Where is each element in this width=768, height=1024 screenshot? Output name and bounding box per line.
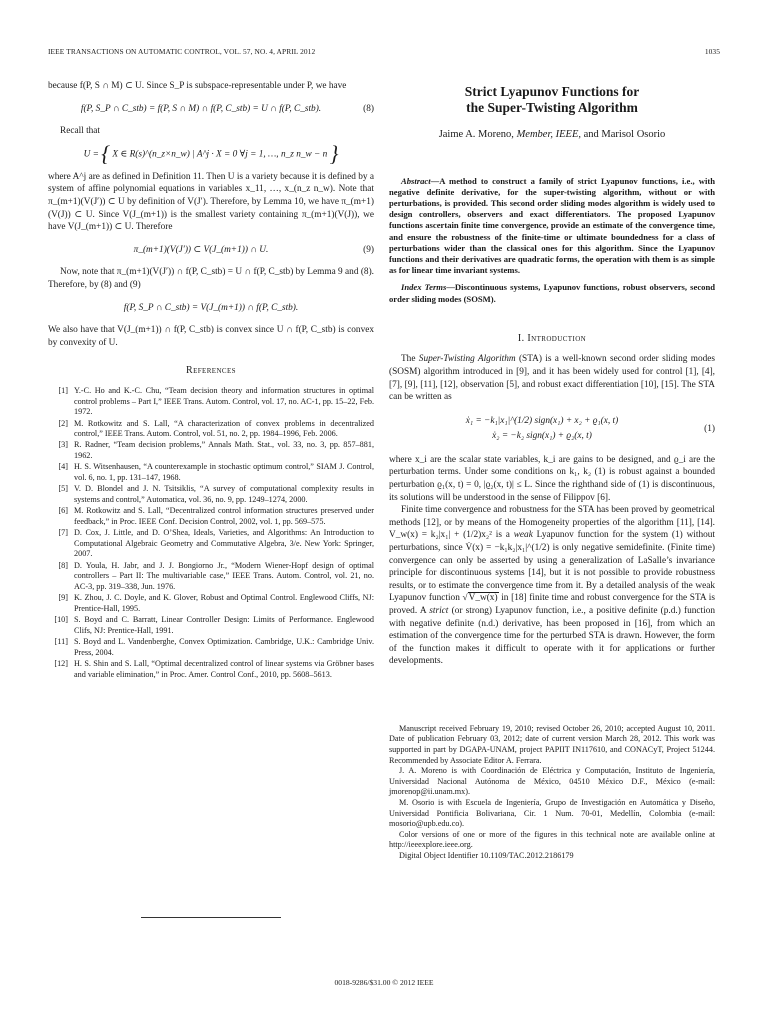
reference-item <box>48 419 374 440</box>
reference-text: Y.-C. Ho and K.-C. Chu, “Team decision theory and information structures in optimal control problems – Part I,” IEEE Trans. Autom. Control, vol. 17, no. AC-1, pp. 15–22, Feb. 1972. <box>74 385 374 417</box>
reference-item <box>48 462 374 483</box>
right-column <box>389 80 715 862</box>
references-title: References <box>186 365 236 377</box>
reference-number: [5] <box>58 484 68 494</box>
index-terms-label: Index Terms— <box>401 282 455 293</box>
equation-line: ẋ₂ = −k₂ sign(x₁) + ϱ₂(x, t) <box>492 430 592 441</box>
equation-8 <box>48 103 374 116</box>
reference-item <box>48 506 374 527</box>
reference-text: H. S. Shin and S. Lall, “Optimal decentralized control of linear systems via Gröbner bases and variable elimination,” in Proc. Amer. Control Conf., 2010, pp. 5608–5613. <box>74 659 374 679</box>
abstract-text: A method to construct a family of strict Lyapunov functions, i.e., with negative definite derivative, for the super-twisting algorithm, without or with perturbations, is provided. This second order sliding modes algorithm is widely used to design controllers, observers and exact differentiators. The proposed Lyapunov functions ascertain finite time convergence, provide an estimate of the convergence time, and ensure the robustness of the finite-time or ultimate boundedness for a class of perturbations wider than the classical ones for this algorithm. Since the Lyapunov functions and their derivatives are quadratic forms, the operation with them is as simple as for linear time invariant systems. <box>389 175 715 276</box>
reference-item <box>48 528 374 560</box>
equation-1 <box>389 414 715 444</box>
reference-number: [6] <box>58 506 68 516</box>
body-paragraph: because f(P, S ∩ M) ⊂ U. Since S_P is subspace-representable under P, we have <box>48 81 347 91</box>
reference-number: [4] <box>58 462 68 472</box>
reference-item <box>48 615 374 636</box>
sqrt-expression: V_w(x) <box>468 593 498 604</box>
reference-item <box>48 386 374 418</box>
equation-u: U = { X ∈ R(s)^(n_z×n_w) | A^j · X = 0 ∀j = 1, …, n_z n_w − n } <box>83 140 339 166</box>
reference-text: K. Zhou, J. C. Doyle, and K. Glover, Robust and Optimal Control. Englewood Cliffs, NJ: Prentice-Hall, 1995. <box>74 593 374 613</box>
reference-text: S. Boyd and L. Vandenberghe, Convex Optimization. Cambridge, U.K.: Cambridge Univ. Press, 2004. <box>74 637 374 657</box>
equation-unnumbered <box>48 302 374 315</box>
page-number: 1035 <box>704 47 720 56</box>
footnote: Manuscript received February 19, 2010; revised October 26, 2010; accepted August 10, 2011. Date of publication February 03, 2012; date of current version March 28, 2012. This work was supported in part by DGAPA-UNAM, project PAPIIT IN117610, and CONACyT, Project 51244. Recommended by Associate Editor A. Ferrara. <box>389 723 715 765</box>
abstract-label: Abstract— <box>401 175 440 186</box>
reference-number: [12] <box>54 659 68 669</box>
body-paragraph: where x_i are the scalar state variables, k_i are gains to be designed, and ϱ_i are the perturbation terms. Under some conditions on k₁, k₂ (1) is robust against a bounded perturbation ϱ₁(x, t) = 0, |ϱ₂(x, t)| ≤ L. Since the righthand side of (1) is discontinuous, its solutions will be understood in the sense of Filippov [6]. <box>389 454 715 503</box>
author-line: Jaime A. Moreno, Member, IEEE, and Marisol Osorio <box>438 129 666 140</box>
reference-number: [9] <box>58 593 68 603</box>
reference-list <box>48 386 374 680</box>
reference-number: [3] <box>58 440 68 450</box>
reference-item <box>48 593 374 614</box>
reference-text: M. Rotkowitz and S. Lall, “A characterization of convex problems in decentralized control,” IEEE Trans. Autom. Control, vol. 51, no. 2, pp. 1984–1996, Feb. 2006. <box>74 418 374 439</box>
body-paragraph: where A^j are as defined in Definition 11. Then U is a variety because it is defined by a system of affine polynomial equations in variables x_11, …, x_(n_z n_w). Note that π_(m+1)(V(J′)) ⊂ U by definition of V(J′). Therefore, by Lemma 10, we have π_(m+1)(V(J)) ⊂ U. Since V(J_(m+1)) is the smallest variety containing π_(m+1)(V(J)), we have V(J_(m+1)) ⊂ U. Therefore <box>48 171 374 233</box>
equation-body: f(P, S_P ∩ C_stb) = f(P, S ∩ M) ∩ f(P, C_stb) = U ∩ f(P, C_stb). <box>80 103 322 114</box>
body-paragraph: Finite time convergence and robustness for the STA has been proved by geometrical methods [12], or by means of the Homogeneity properties of the algorithm [11], [14]. V_w(x) = k₂|x₁| + (1/2)x₂² is a weak Lyapunov function for the system (1) without perturbations, since V̇(x) = −k₁k₂|x₁|^(1/2) is only negative semidefinite. (Finite time) convergence can only be asserted by using a generalization of LaSalle’s invariance principle for discontinuous systems [14], but it is not possible to provide robustness results, or to estimate the convergence time from it. By a detailed analysis of the weak Lyapunov function √V_w(x) in [18] finite time and robust convergence for the STA is proved. A strict (or strong) Lyapunov function, i.e., a positive definite (p.d.) function with negative definite (n.d.) derivative, has been proposed in [16], from which an estimation of the convergence time for the perturbed STA is drawn. However, the form of the function makes it difficult to operate with it for applications or further developments. <box>389 505 715 667</box>
journal-name: IEEE TRANSACTIONS ON AUTOMATIC CONTROL, VOL. 57, NO. 4, APRIL 2012 <box>48 47 316 56</box>
reference-text: R. Radner, “Team decision problems,” Annals Math. Stat., vol. 33, no. 3, pp. 857–881, 1962. <box>74 440 374 461</box>
reference-text: M. Rotkowitz and S. Lall, “Decentralized control information structures preserved under feedback,” in Proc. IEEE Conf. Decision Control, 2002, vol. 1, pp. 569–575. <box>74 506 374 526</box>
index-terms-text: Discontinuous systems, Lyapunov functions, robust observers, second order sliding modes (SOSM). <box>389 282 715 304</box>
equation-9 <box>48 244 374 257</box>
footnote: Color versions of one or more of the figures in this technical note are available online at http://ieeexplore.ieee.org. <box>389 829 715 850</box>
footnote: J. A. Moreno is with Coordinación de Eléctrica y Computación, Instituto de Ingeniería, Universidad Nacional Autónoma de México, 04510 México D.F., México (e-mail: jmorenop@ii.unam.mx). <box>389 766 715 797</box>
reference-item <box>48 659 374 680</box>
reference-text: D. Youla, H. Jabr, and J. J. Bongiorno Jr., “Modern Wiener-Hopf design of optimal controllers – Part II: The multivariable case,” IEEE Trans. Autom. Control, vol. 21, no. AC-3, pp. 319–338, Jun. 1976. <box>74 560 374 592</box>
reference-text: D. Cox, J. Little, and D. O’Shea, Ideals, Varieties, and Algorithms: An Introduction to Computational Algebraic Geometry and Commutative Algebra, 3/e. New York: Springer, 2007. <box>74 528 374 559</box>
body-paragraph: We also have that V(J_(m+1)) ∩ f(P, C_stb) is convex since U ∩ f(P, C_stb) is convex by convexity of U. <box>48 325 374 348</box>
abstract <box>389 176 715 277</box>
reference-item <box>48 637 374 658</box>
footnote: M. Osorio is with Escuela de Ingeniería, Grupo de Investigación en Automática y Diseño, Universidad Pontificia Bolivariana, Cir. 1 Num. 70-01, Medellín, Colombia (e-mail: mosorio@upb.edu.co). <box>389 798 715 829</box>
body-paragraph: Recall that <box>60 126 101 137</box>
reference-text: S. Boyd and C. Barratt, Linear Controller Design: Limits of Performance. Englewood Clifs, NJ: Prentice-Hall, 1991. <box>74 615 374 635</box>
footnote: Digital Object Identifier 10.1109/TAC.2012.2186179 <box>399 851 574 861</box>
reference-number: [8] <box>58 560 68 570</box>
equation-number: (9) <box>363 244 374 255</box>
equation-body: X ∈ R(s)^(n_z×n_w) | A^j · X = 0 ∀j = 1, …, n_z n_w − n <box>112 149 328 160</box>
body-paragraph: Now, note that π_(m+1)(V(J′)) ∩ f(P, C_stb) = U ∩ f(P, C_stb) by Lemma 9 and (8). Therefore, by (8) and (9) <box>48 267 374 290</box>
body-paragraph: The Super-Twisting Algorithm (STA) is a well-known second order sliding modes (SOSM) algorithm introduced in [9], and it has been widely used for control [1], [4], [7], [9], [11], [12], observation [5], and robust exact differentiation [10], [15]. The STA can be written as <box>389 354 716 403</box>
equation-number: (8) <box>363 103 374 114</box>
section-heading: I. Introduction <box>517 332 587 344</box>
paper-title: Strict Lyapunov Functions for the Super-Twisting Algorithm <box>464 84 640 115</box>
page-footer: 0018-9286/$31.00 © 2012 IEEE <box>334 978 434 987</box>
reference-number: [2] <box>58 418 68 428</box>
equation-body: π_(m+1)(V(J′)) ⊂ V(J_(m+1)) ∩ U. <box>133 244 269 255</box>
equation-lhs: U = <box>83 149 99 160</box>
equation-body: f(P, S_P ∩ C_stb) = V(J_(m+1)) ∩ f(P, C_stb). <box>123 302 299 313</box>
footnotes <box>389 724 715 862</box>
left-column <box>48 80 374 681</box>
reference-number: [10] <box>54 615 68 625</box>
reference-item <box>48 440 374 461</box>
reference-text: V. D. Blondel and J. N. Tsitsiklis, “A survey of computational complexity results in systems and control,” Automatica, vol. 36, no. 9, pp. 1249–1274, 2000. <box>74 484 374 504</box>
reference-number: [1] <box>58 385 68 395</box>
equation-number: (1) <box>704 423 715 434</box>
reference-number: [7] <box>58 528 68 538</box>
equation-line: ẋ₁ = −k₁|x₁|^(1/2) sign(x₁) + x₂ + ϱ₁(x, t) <box>465 415 619 426</box>
reference-number: [11] <box>54 637 68 647</box>
index-terms <box>389 282 715 304</box>
reference-item <box>48 561 374 593</box>
reference-item <box>48 484 374 505</box>
reference-text: H. S. Witsenhausen, “A counterexample in stochastic optimum control,” SIAM J. Control, vol. 6, no. 1, pp. 131–147, 1968. <box>74 462 374 483</box>
footnote-divider <box>141 917 281 918</box>
